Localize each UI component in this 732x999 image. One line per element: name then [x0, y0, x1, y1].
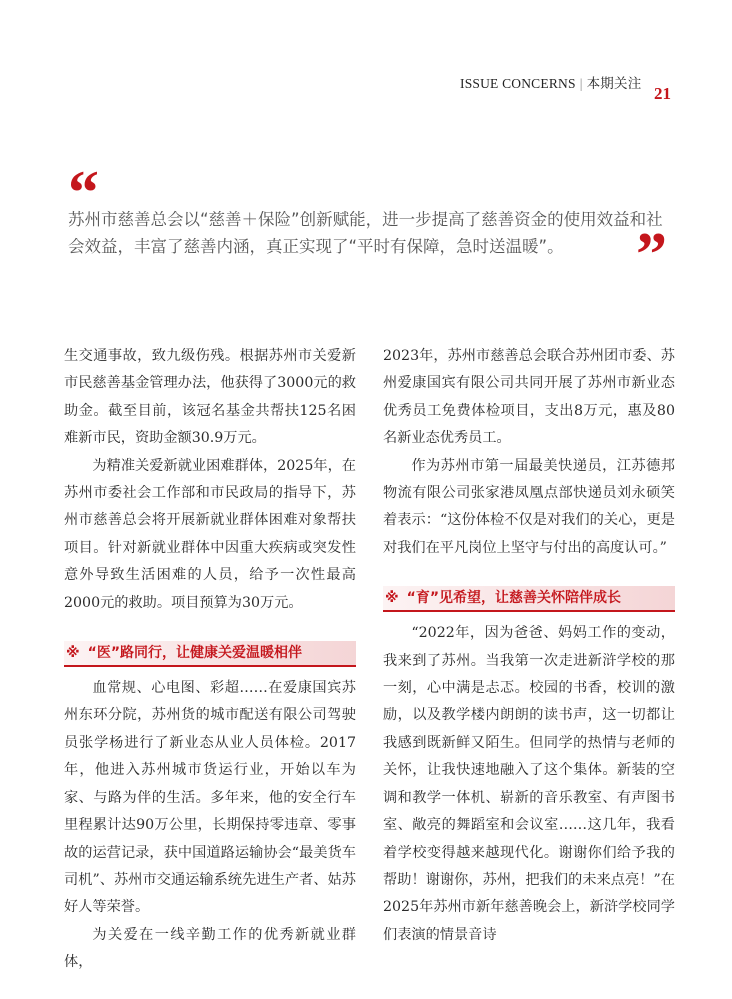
header-separator: |	[579, 76, 583, 91]
right-paragraph-1: 2023年，苏州市慈善总会联合苏州团市委、苏州爱康国宾有限公司共同开展了苏州市新业态优秀员工免费体检项目，支出8万元，惠及80名新业态优秀员工。	[383, 348, 675, 447]
close-quote-mark: ”	[636, 221, 667, 289]
open-quote-mark: “	[68, 159, 99, 227]
right-paragraph-3: “2022年，因为爸爸、妈妈工作的变动，我来到了苏州。当我第一次走进新浒学校的那一刻，心中满是忐忑。校园的书香，校训的激励，以及教学楼内朗朗的读书声，这一切都让我感到既新鲜又陌生。但同学的热情与老师的关怀，让我快速地融入了这个集体。新装的空调和教学一体机、崭新的音乐教室、有声图书室、敞亮的舞蹈室和会议室……这几年，我看着学校变得越来越现代化。谢谢你们给予我的帮助！谢谢你，苏州，把我们的未来点亮！”在2025年苏州市新年慈善晚会上，新浒学校同学们表演的情景音诗	[383, 625, 675, 943]
section-heading-text: “医”路同行，让健康关爱温暖相伴	[87, 645, 303, 662]
left-paragraph-3: 血常规、心电图、彩超……在爱康国宾苏州东环分院，苏州货的城市配送有限公司驾驶员张学杨进行了新业态从业人员体检。2017年，他进入苏州城市货运行业，开始以车为家、与路为伴的生活。多年来，他的安全行车里程累计达90万公里，长期保持零违章、零事故的运营记录，获中国道路运输协会“最美货车司机”、苏州市交通运输系统先进生产者、姑苏好人等荣誉。	[64, 680, 356, 916]
header-label-en: ISSUE CONCERNS	[460, 76, 576, 91]
section-heading-education	[383, 586, 675, 612]
left-paragraph-4: 为关爱在一线辛勤工作的优秀新就业群体，	[64, 926, 356, 971]
right-paragraph-2: 作为苏州市第一届最美快递员，江苏德邦物流有限公司张家港凤凰点部快递员刘永硕笑着表示：“这份体检不仅是对我们的关心，更是对我们在平凡岗位上坚守与付出的高度认可。”	[383, 457, 675, 556]
page-number: 21	[654, 84, 671, 103]
left-paragraph-2: 为精准关爱新就业困难群体，2025年，在苏州市委社会工作部和市民政局的指导下，苏州市慈善总会将开展新就业群体困难对象帮扶项目。针对新就业群体中因重大疾病或突发性意外导致生活困难的人员，给予一次性最高2000元的救助。项目预算为30万元。	[64, 457, 356, 611]
section-heading-medical	[64, 641, 356, 667]
section-heading-text: “育”见希望，让慈善关怀陪伴成长	[406, 590, 622, 607]
section-marker: ※	[66, 645, 80, 662]
running-header	[460, 72, 641, 92]
left-column	[64, 343, 356, 977]
header-label-cn: 本期关注	[586, 76, 642, 91]
pull-quote: 苏州市慈善总会以“慈善＋保险”创新赋能，进一步提高了慈善资金的使用效益和社会效益，丰富了慈善内涵，真正实现了“平时有保障，急时送温暖”。	[68, 210, 663, 256]
left-paragraph-1: 生交通事故，致九级伤残。根据苏州市关爱新市民慈善基金管理办法，他获得了3000元的救助金。截至目前，该冠名基金共帮扶125名困难新市民，资助金额30.9万元。	[64, 348, 356, 447]
section-marker: ※	[385, 590, 399, 607]
right-column	[383, 343, 675, 949]
